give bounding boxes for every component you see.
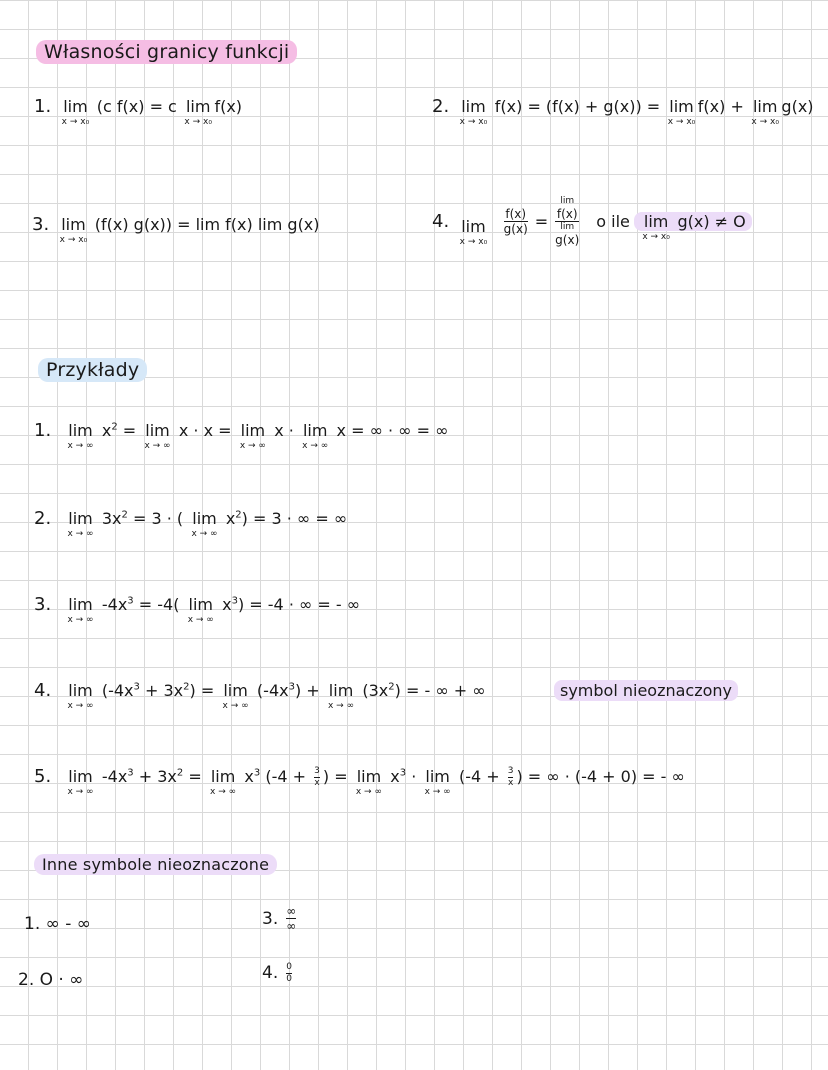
limit-operator: lim x → ∞: [222, 681, 249, 711]
limit-operator: lim x → x₀: [59, 215, 88, 245]
formula-text: (f(x) g(x)) = lim f(x) lim g(x): [94, 215, 320, 234]
example-2: 2. lim x → ∞ $3x^2 = 3$ · ( lim x → ∞ $x^2) = 3$ · ∞ = ∞: [34, 508, 348, 539]
limit-operator: lim x → ∞: [239, 421, 266, 451]
item-number: 5.: [34, 766, 52, 787]
limit-operator: lim x → ∞: [67, 509, 94, 539]
indeterminate-note: symbol nieoznaczony: [554, 680, 738, 701]
fraction: $\frac{3}{x}$: [314, 766, 320, 788]
other-symbol-3: 3. $\frac{\infty}{\infty}$: [262, 904, 297, 934]
fraction-left: $\frac{f(x)}{g(x)}$: [503, 206, 528, 237]
condition-prefix: o ile: [596, 212, 630, 232]
other-symbol-4: 4. $\frac{0}{0}$: [262, 962, 292, 984]
item-number: 2.: [34, 508, 52, 529]
section-heading-other-symbols: Inne symbole nieoznaczone: [34, 854, 277, 875]
limit-operator: lim x → ∞: [67, 681, 94, 711]
limit-operator: lim x → ∞: [67, 595, 94, 625]
item-number: 4.: [34, 680, 52, 701]
limit-operator: lim x → ∞: [210, 767, 237, 797]
other-symbol-2: 2. O · ∞: [18, 970, 84, 990]
limit-operator: lim x → x₀: [642, 212, 670, 243]
limit-operator: lim x → x₀: [61, 97, 90, 127]
item-number: 1.: [34, 96, 52, 117]
limit-operator: lim x → ∞: [327, 681, 355, 711]
section-heading-examples: Przykłady: [38, 358, 147, 382]
example-3: 3. lim x → ∞ $-4x^3 = -4$( lim x → ∞ $x^3) = -4$ · ∞ = - ∞: [34, 594, 361, 625]
example-5: 5. lim x → ∞ $-4x^3 + 3x^2$ = lim x → ∞ $x^3$ (-4 + $\frac{3}{x}$ ) = lim x → ∞ $x^3$ · lim x → ∞ (-4 + $\frac{3}{x}$ ) = ∞ · (-4 + 0) = - ∞: [34, 766, 685, 797]
formula-text: f(x) +: [697, 97, 744, 116]
formula-text: (c f(x) = c: [96, 97, 177, 116]
limit-operator: lim x → ∞: [67, 767, 94, 797]
limit-operator: lim x → ∞: [355, 767, 382, 797]
fraction-right: lim f(x) lim g(x): [555, 196, 580, 247]
limit-operator: lim x → x₀: [459, 97, 488, 127]
limit-operator: lim x → x₀: [459, 217, 488, 248]
limit-operator: lim x → ∞: [191, 509, 218, 539]
example-4: 4. lim x → ∞ $(-4x^3 + 3x^2)$ = lim x → ∞ $(-4x^3)$ + lim x → ∞ $(3x^2)$ = - ∞ + ∞: [34, 680, 486, 711]
item-number: 3.: [34, 594, 52, 615]
example-1: 1. lim x → ∞ $x^2$ = lim x → ∞ x · x = lim x → ∞ x · lim x → ∞ x = ∞ · ∞ = ∞: [34, 420, 449, 451]
property-2: [432, 96, 814, 127]
property-4: 4. lim x → x₀ $\frac{f(x)}{g(x)}$ = lim f(x) lim g(x) o ile lim x → x₀ g(x) ≠ O: [432, 196, 752, 247]
limit-operator: lim x → ∞: [424, 767, 451, 797]
condition-highlight: lim x → x₀ g(x) ≠ O: [634, 212, 752, 231]
limit-operator: lim x → ∞: [67, 421, 94, 451]
section-heading-properties: Własności granicy funkcji: [36, 40, 297, 64]
other-symbol-1: 1. ∞ - ∞: [24, 914, 91, 934]
item-number: 4.: [432, 211, 450, 233]
fraction: $\frac{3}{x}$: [507, 766, 514, 788]
item-number: 2.: [432, 96, 450, 117]
limit-operator: lim x → x₀: [751, 97, 779, 127]
limit-operator: lim x → ∞: [144, 421, 171, 451]
property-3: [32, 214, 320, 245]
item-number: 1.: [34, 420, 52, 441]
item-number: 3.: [32, 214, 50, 235]
formula-text: f(x): [214, 97, 243, 116]
limit-operator: lim x → ∞: [302, 421, 329, 451]
limit-operator: lim x → x₀: [184, 97, 212, 127]
formula-text: f(x) = (f(x) + g(x)) =: [494, 97, 661, 116]
property-1: [34, 96, 243, 127]
formula-text: g(x): [781, 97, 814, 116]
limit-operator: lim x → ∞: [187, 595, 214, 625]
limit-operator: lim x → x₀: [667, 97, 696, 127]
